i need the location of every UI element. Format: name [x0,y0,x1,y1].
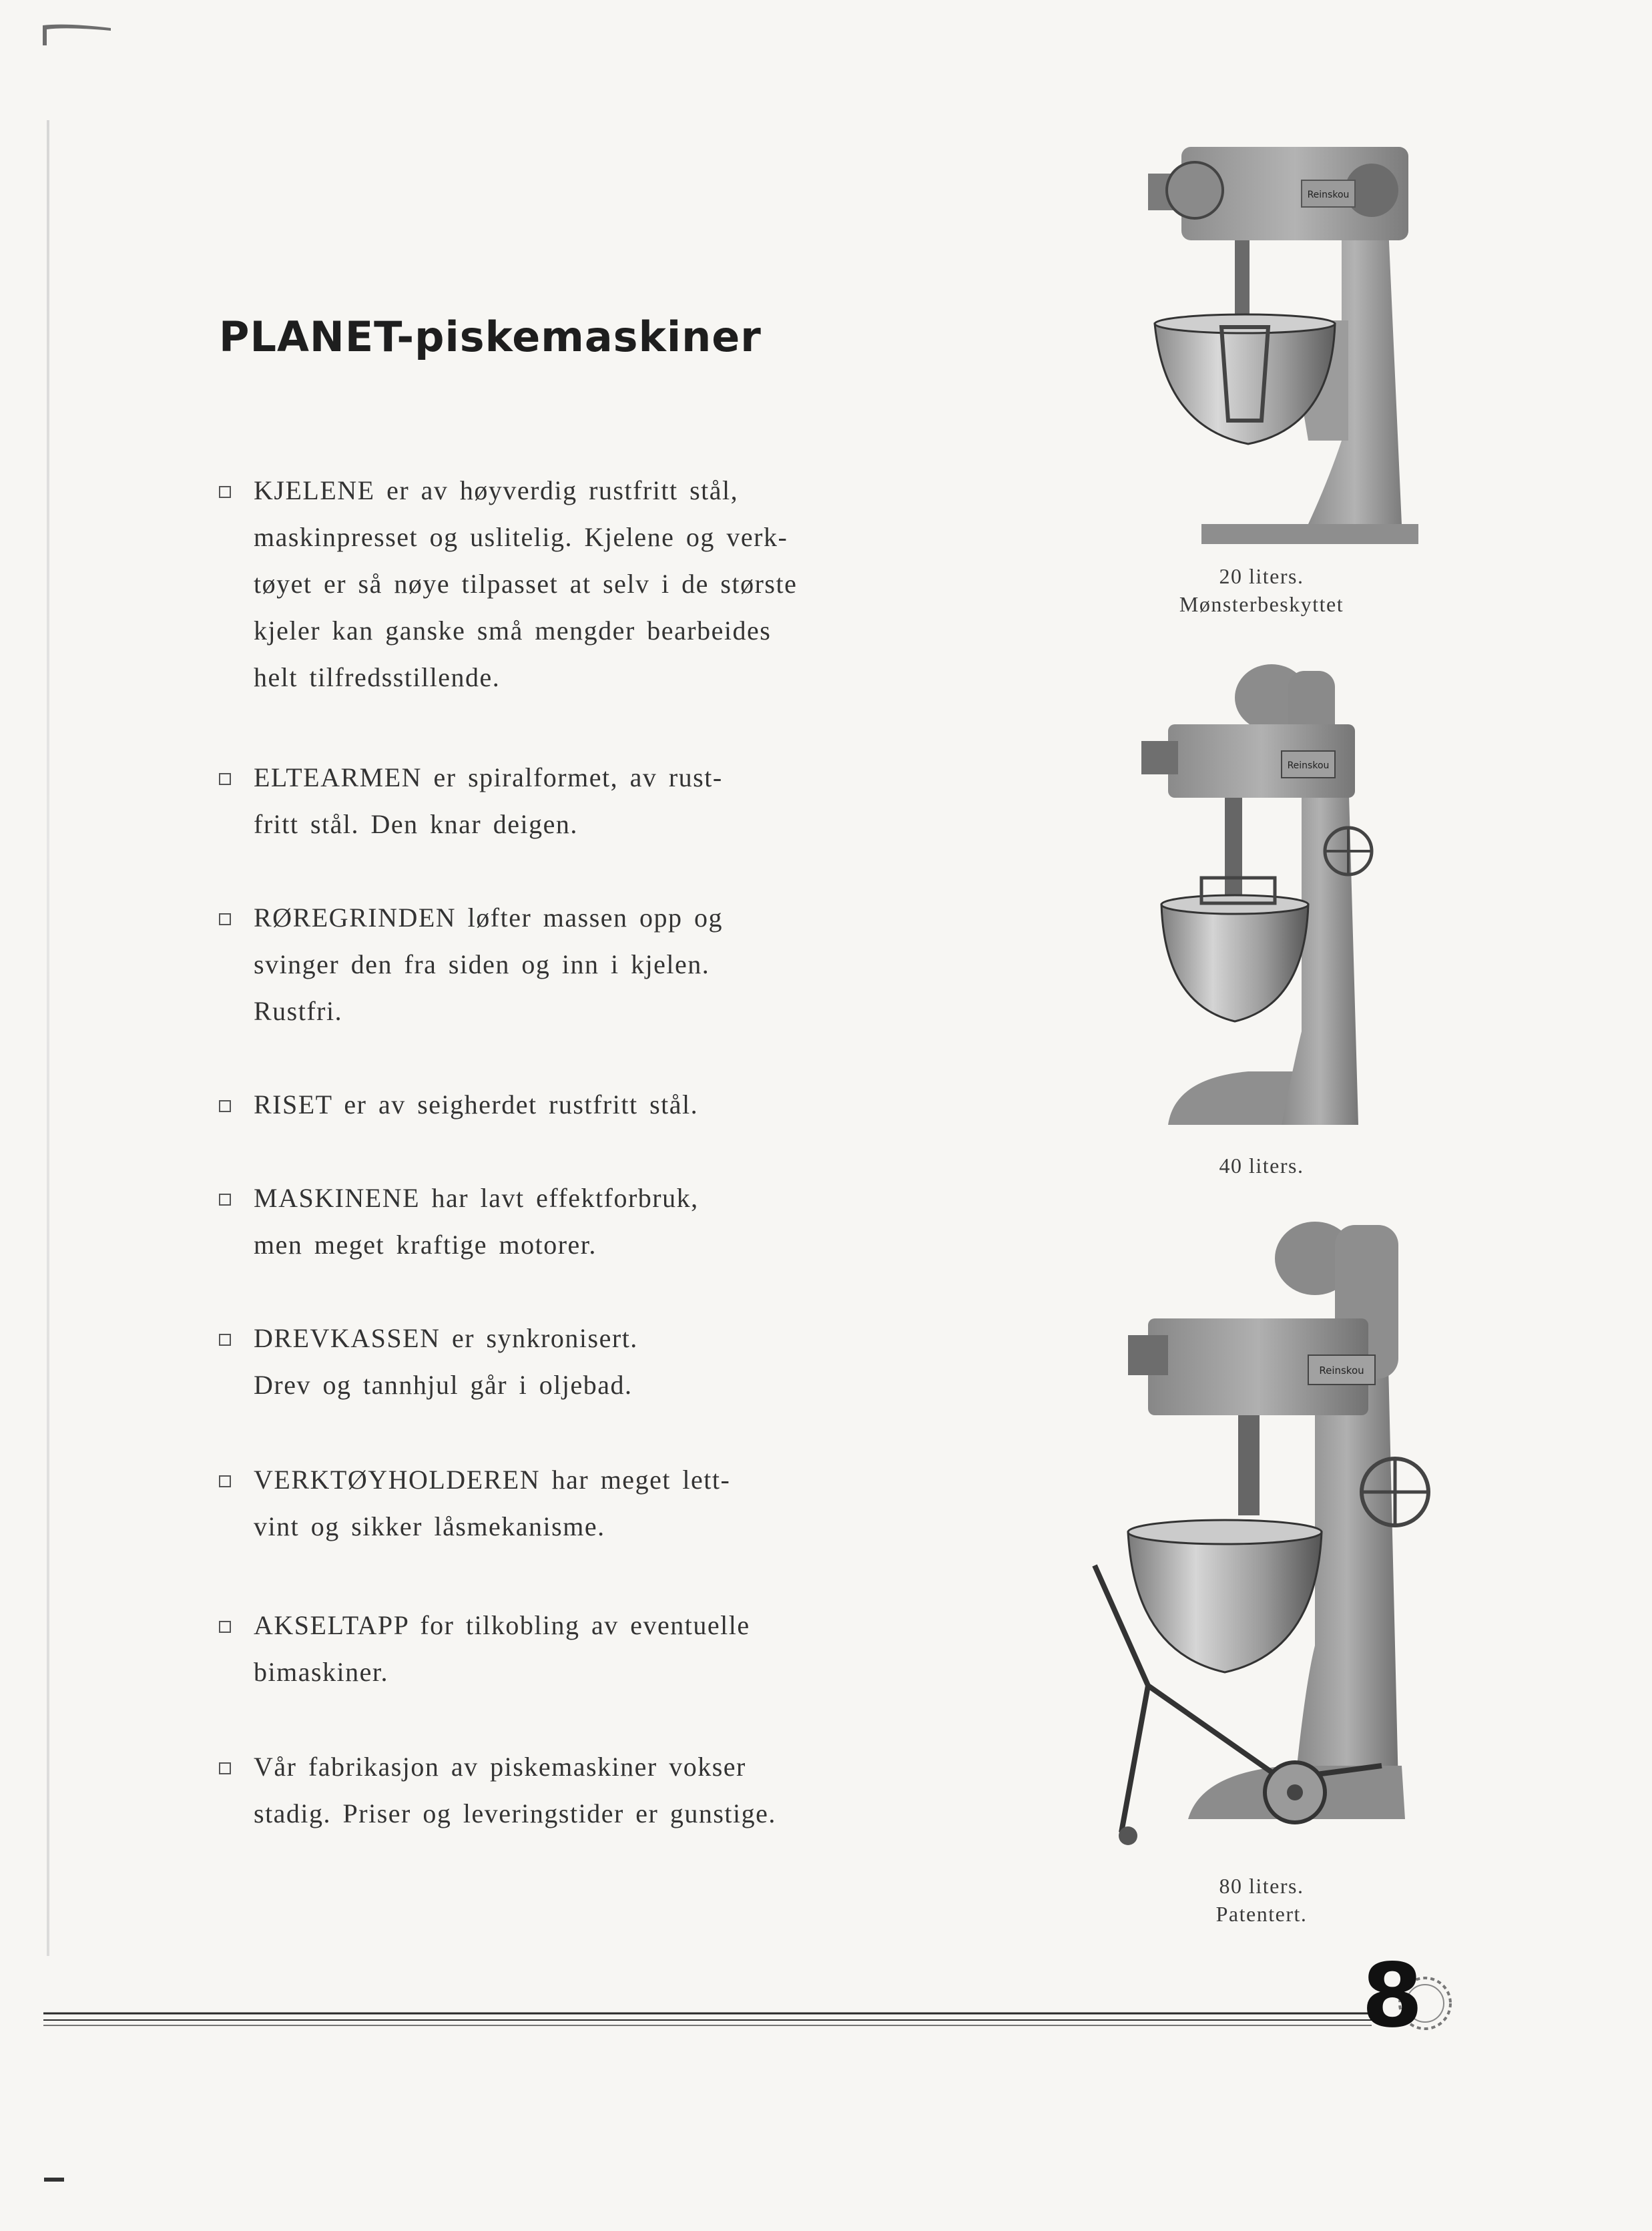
feature-line: Vår fabrikasjon av piskemaskiner vokser [254,1752,746,1782]
checkbox-bullet-icon [219,1475,231,1487]
checkbox-bullet-icon [219,1621,231,1633]
feature-line: AKSELTAPP for tilkobling av eventuelle [254,1610,750,1640]
feature-line: bimaskiner. [254,1657,389,1687]
nameplate-text: Reinskou [1319,1365,1364,1377]
checkbox-bullet-icon [219,1334,231,1346]
feature-line: stadig. Priser og leveringstider er gunstige. [254,1798,776,1828]
feature-line: MASKINENE har lavt effektforbruk, [254,1183,699,1213]
checkbox-bullet-icon [219,1100,231,1112]
corner-crop-mark [40,21,113,48]
nameplate-text: Reinskou [1287,760,1330,771]
feature-line: maskinpresset og uslitelig. Kjelene og verk- [254,522,788,552]
footer-double-rule [43,2007,1372,2029]
caption-line: Mønsterbeskyttet [1179,592,1344,616]
caption-80-liters [1161,1872,1362,1928]
checkbox-bullet-icon [219,1762,231,1774]
page-number: 8 [1362,1945,1423,2047]
feature-item-eltearmen [215,754,802,848]
feature-item-verktoyholderen [215,1457,802,1550]
caption-40-liters [1195,1152,1328,1180]
feature-line: ELTEARMEN er spiralformet, av rust- [254,762,723,792]
caption-line: 40 liters. [1219,1154,1304,1178]
feature-line: Rustfri. [254,996,343,1026]
feature-item-akseltapp [215,1602,802,1696]
caption-line: Patentert. [1215,1902,1308,1926]
feature-line: KJELENE er av høyverdig rustfritt stål, [254,475,739,505]
caption-20-liters [1161,562,1362,618]
scan-artifact [44,2178,64,2182]
feature-line: Drev og tannhjul går i oljebad. [254,1370,633,1400]
checkbox-bullet-icon [219,913,231,925]
feature-line: vint og sikker låsmekanisme. [254,1511,605,1541]
feature-line: tøyet er så nøye tilpasset at selv i de største [254,569,798,599]
feature-item-kjelene [215,467,802,701]
page-title: PLANET-piskemaskiner [219,312,762,361]
feature-line: RØREGRINDEN løfter massen opp og [254,903,724,933]
feature-line: fritt stål. Den knar deigen. [254,809,578,839]
caption-line: 80 liters. [1219,1874,1304,1898]
feature-line: helt tilfredsstillende. [254,662,501,692]
feature-line: kjeler kan ganske små mengder bearbeides [254,615,772,646]
feature-item-roregrinden [215,895,802,1035]
page-edge-shadow [47,120,49,1956]
caption-line: 20 liters. [1219,564,1304,588]
feature-line: VERKTØYHOLDEREN har meget lett- [254,1465,731,1495]
feature-line: men meget kraftige motorer. [254,1230,597,1260]
feature-line: DREVKASSEN er synkronisert. [254,1323,638,1353]
feature-line: svinger den fra siden og inn i kjelen. [254,949,710,979]
nameplate-text: Reinskou [1307,190,1350,200]
mixer-20-liter-image [1108,134,1422,547]
checkbox-bullet-icon [219,1194,231,1206]
feature-item-drevkassen [215,1315,802,1409]
feature-item-riset [215,1081,802,1128]
checkbox-bullet-icon [219,486,231,498]
feature-line: RISET er av seigherdet rustfritt stål. [254,1089,699,1120]
feature-item-maskinene [215,1175,802,1268]
feature-item-fabrikasjon [215,1744,802,1837]
mixer-80-liter-image [1068,1218,1442,1859]
checkbox-bullet-icon [219,773,231,785]
mixer-40-liter-image [1128,658,1395,1138]
